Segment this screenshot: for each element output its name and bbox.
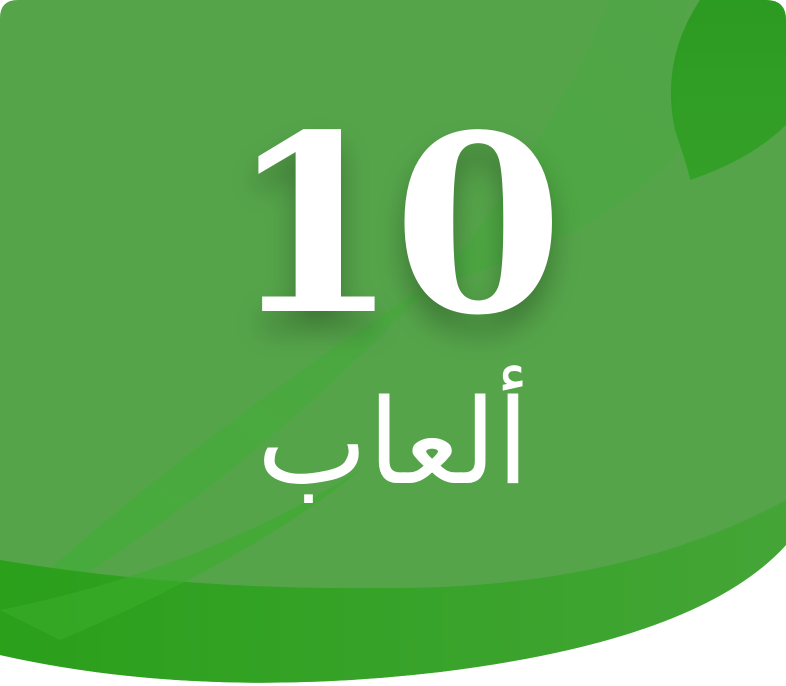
games-label: ألعاب xyxy=(256,373,530,511)
game-count: 10 xyxy=(228,81,558,369)
